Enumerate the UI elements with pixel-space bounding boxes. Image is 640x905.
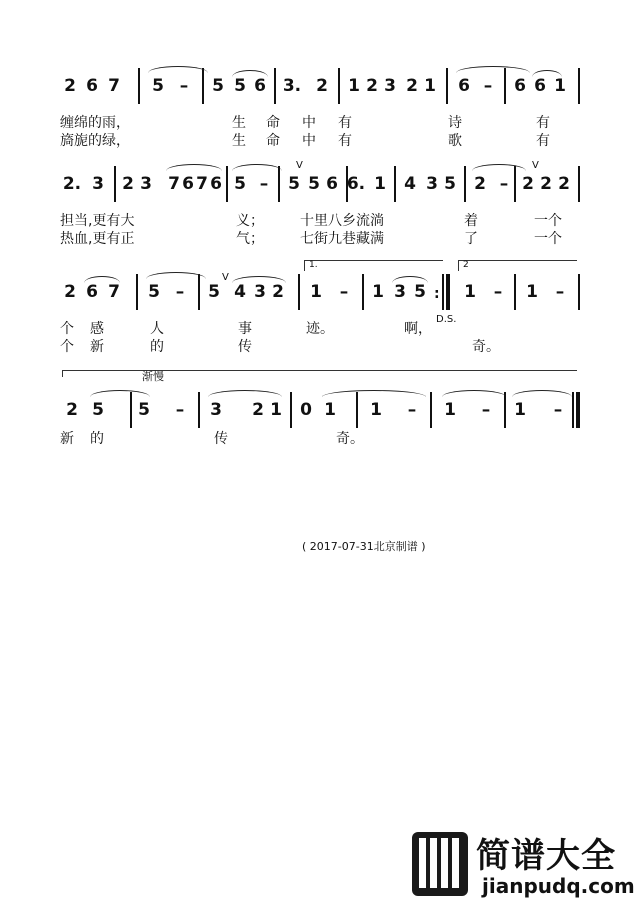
note: 2 xyxy=(540,174,552,194)
note: 5 xyxy=(234,76,246,96)
note: 1 xyxy=(554,76,566,96)
note: 5 xyxy=(414,282,426,302)
barline xyxy=(394,166,396,202)
repeat-barline xyxy=(446,274,450,310)
lyric: 迹。 xyxy=(306,321,334,337)
logo-title: 简谱大全 xyxy=(476,836,616,876)
lyric: 命 xyxy=(266,133,280,149)
barline xyxy=(464,166,466,202)
barline xyxy=(226,166,228,202)
coda-bracket xyxy=(62,370,577,377)
note: 1 xyxy=(424,76,436,96)
note: – xyxy=(553,400,563,420)
lyric: 热血,更有正 xyxy=(60,231,135,247)
lyric: 命 xyxy=(266,115,280,131)
staff-system-2 xyxy=(60,160,580,210)
staff-system-4 xyxy=(60,390,580,436)
lyric: 一个 xyxy=(534,231,562,247)
barline xyxy=(572,392,574,428)
barline xyxy=(130,392,132,428)
barline xyxy=(578,274,580,310)
note: 4 xyxy=(404,174,416,194)
barline xyxy=(290,392,292,428)
note: 3. xyxy=(282,76,302,96)
note: 5 xyxy=(208,282,220,302)
slur-arc xyxy=(208,390,282,397)
note: 1 xyxy=(370,400,382,420)
lyric: 七街九巷藏满 xyxy=(300,231,384,247)
note: 6 xyxy=(210,174,222,194)
lyric: 中 xyxy=(302,133,316,149)
lyric: 义； xyxy=(236,213,264,229)
lyric: 啊， xyxy=(404,321,432,337)
lyric: 个 xyxy=(60,339,74,355)
barline xyxy=(136,274,138,310)
barline xyxy=(198,274,200,310)
note: 5 xyxy=(288,174,300,194)
lyric: 个 xyxy=(60,321,74,337)
note: 5 xyxy=(308,174,320,194)
note: 2 xyxy=(252,400,264,420)
note: – xyxy=(259,174,269,194)
note: 1 xyxy=(374,174,386,194)
barline xyxy=(430,392,432,428)
barline xyxy=(442,274,444,310)
ds-marking: D.S. xyxy=(436,314,457,325)
note: – xyxy=(483,76,493,96)
note: 3 xyxy=(254,282,266,302)
note: 2 xyxy=(272,282,284,302)
barline xyxy=(578,68,580,104)
note: 5 xyxy=(148,282,160,302)
barline xyxy=(446,68,448,104)
tempo-marking: 渐慢 xyxy=(142,370,164,383)
tie-arc xyxy=(90,390,150,397)
slur-arc xyxy=(232,276,286,283)
note: 6 xyxy=(458,76,470,96)
slur-arc xyxy=(232,70,268,77)
barline xyxy=(514,274,516,310)
lyric: 着 xyxy=(464,213,478,229)
note: 2 xyxy=(558,174,570,194)
lyric: 有 xyxy=(536,115,550,131)
lyric: 生 xyxy=(232,115,246,131)
volta-bracket-2 xyxy=(458,260,577,271)
note: 1 xyxy=(526,282,538,302)
note: 1 xyxy=(444,400,456,420)
note: 5 xyxy=(152,76,164,96)
note: 1 xyxy=(514,400,526,420)
piano-icon xyxy=(412,832,468,896)
note: 1 xyxy=(270,400,282,420)
note: 6 xyxy=(182,174,194,194)
barline xyxy=(578,166,580,202)
note: 3 xyxy=(384,76,396,96)
lyric: 歌 xyxy=(448,133,462,149)
barline xyxy=(274,68,276,104)
barline xyxy=(362,274,364,310)
tie-arc xyxy=(146,272,206,279)
note: 5 xyxy=(444,174,456,194)
lyric: 担当,更有大 xyxy=(60,213,135,229)
lyric: 生 xyxy=(232,133,246,149)
repeat-dots: : xyxy=(434,286,440,302)
note: 3 xyxy=(140,174,152,194)
barline xyxy=(504,392,506,428)
lyric: 一个 xyxy=(534,213,562,229)
note: 1 xyxy=(310,282,322,302)
note: 7 xyxy=(168,174,180,194)
barline xyxy=(114,166,116,202)
breath-mark: V xyxy=(222,272,229,283)
lyric: 传 xyxy=(238,339,252,355)
note: 3 xyxy=(394,282,406,302)
barline xyxy=(138,68,140,104)
volta-bracket-1 xyxy=(304,260,443,271)
lyric: 人 xyxy=(150,321,164,337)
lyric: 新 xyxy=(60,431,74,447)
note: – xyxy=(555,282,565,302)
barline xyxy=(198,392,200,428)
slur-arc xyxy=(392,276,428,283)
barline xyxy=(504,68,506,104)
lyric: 有 xyxy=(338,115,352,131)
note: 2 xyxy=(122,174,134,194)
lyric: 感 xyxy=(90,321,104,337)
lyric: 中 xyxy=(302,115,316,131)
volta-label: 2 xyxy=(463,260,469,270)
tie-arc xyxy=(456,66,530,73)
engraving-credit: ( 2017-07-31北京制谱 ) xyxy=(302,540,426,553)
lyric: 了 xyxy=(464,231,478,247)
note: 3 xyxy=(210,400,222,420)
note: 2 xyxy=(474,174,486,194)
note: 0 xyxy=(300,400,312,420)
lyric: 诗 xyxy=(448,115,462,131)
note: – xyxy=(499,174,509,194)
note: 5 xyxy=(212,76,224,96)
staff-system-3 xyxy=(60,260,580,318)
tie-arc xyxy=(442,390,506,397)
lyric: 奇。 xyxy=(336,431,364,447)
lyric: 奇。 xyxy=(472,339,500,355)
note: 2 xyxy=(406,76,418,96)
note: 2 xyxy=(316,76,328,96)
note: 3 xyxy=(426,174,438,194)
note: 1 xyxy=(372,282,384,302)
lyric: 新 xyxy=(90,339,104,355)
breath-mark: V xyxy=(532,160,539,171)
lyric: 的 xyxy=(90,431,104,447)
slur-arc xyxy=(166,164,222,171)
volta-label: 1. xyxy=(309,260,318,270)
tie-arc xyxy=(322,390,426,397)
tie-arc xyxy=(148,66,208,73)
note: 3 xyxy=(92,174,104,194)
logo-url: jianpudq.com xyxy=(482,874,635,898)
note: 6 xyxy=(514,76,526,96)
final-barline xyxy=(576,392,580,428)
barline xyxy=(338,68,340,104)
note: 6. xyxy=(346,174,366,194)
note: – xyxy=(175,400,185,420)
slur-arc xyxy=(532,70,562,77)
note: 6 xyxy=(254,76,266,96)
note: 5 xyxy=(234,174,246,194)
lyric: 气； xyxy=(236,231,264,247)
note: 5 xyxy=(138,400,150,420)
lyric: 有 xyxy=(338,133,352,149)
breath-mark: V xyxy=(296,160,303,171)
note: – xyxy=(179,76,189,96)
note: 2. xyxy=(62,174,82,194)
note: 7 xyxy=(196,174,208,194)
tie-arc xyxy=(232,164,282,171)
note: 1 xyxy=(324,400,336,420)
note: – xyxy=(407,400,417,420)
barline xyxy=(278,166,280,202)
barline xyxy=(202,68,204,104)
note: 6 xyxy=(534,76,546,96)
lyric: 有 xyxy=(536,133,550,149)
note: 2 xyxy=(64,282,76,302)
tie-arc xyxy=(512,390,572,397)
note: 2 xyxy=(66,400,78,420)
site-logo xyxy=(412,826,640,902)
note: 1 xyxy=(464,282,476,302)
note: 6 xyxy=(86,282,98,302)
lyric: 传 xyxy=(214,431,228,447)
lyric: 事 xyxy=(238,321,252,337)
barline xyxy=(356,392,358,428)
lyric: 旖旎的绿， xyxy=(60,133,130,149)
barline xyxy=(514,166,516,202)
note: – xyxy=(339,282,349,302)
lyric: 缠绵的雨， xyxy=(60,115,130,131)
slur-arc xyxy=(84,276,120,283)
note: 2 xyxy=(64,76,76,96)
note: 5 xyxy=(92,400,104,420)
note: 7 xyxy=(108,76,120,96)
note: – xyxy=(493,282,503,302)
note: 7 xyxy=(108,282,120,302)
barline xyxy=(298,274,300,310)
staff-system-1 xyxy=(60,66,580,112)
tie-arc xyxy=(472,164,526,171)
note: 6 xyxy=(86,76,98,96)
note: – xyxy=(481,400,491,420)
lyric: 十里八乡流淌 xyxy=(300,213,384,229)
note: 4 xyxy=(234,282,246,302)
note: 2 xyxy=(366,76,378,96)
note: – xyxy=(175,282,185,302)
note: 1 xyxy=(348,76,360,96)
note: 6 xyxy=(326,174,338,194)
lyric: 的 xyxy=(150,339,164,355)
note: 2 xyxy=(522,174,534,194)
